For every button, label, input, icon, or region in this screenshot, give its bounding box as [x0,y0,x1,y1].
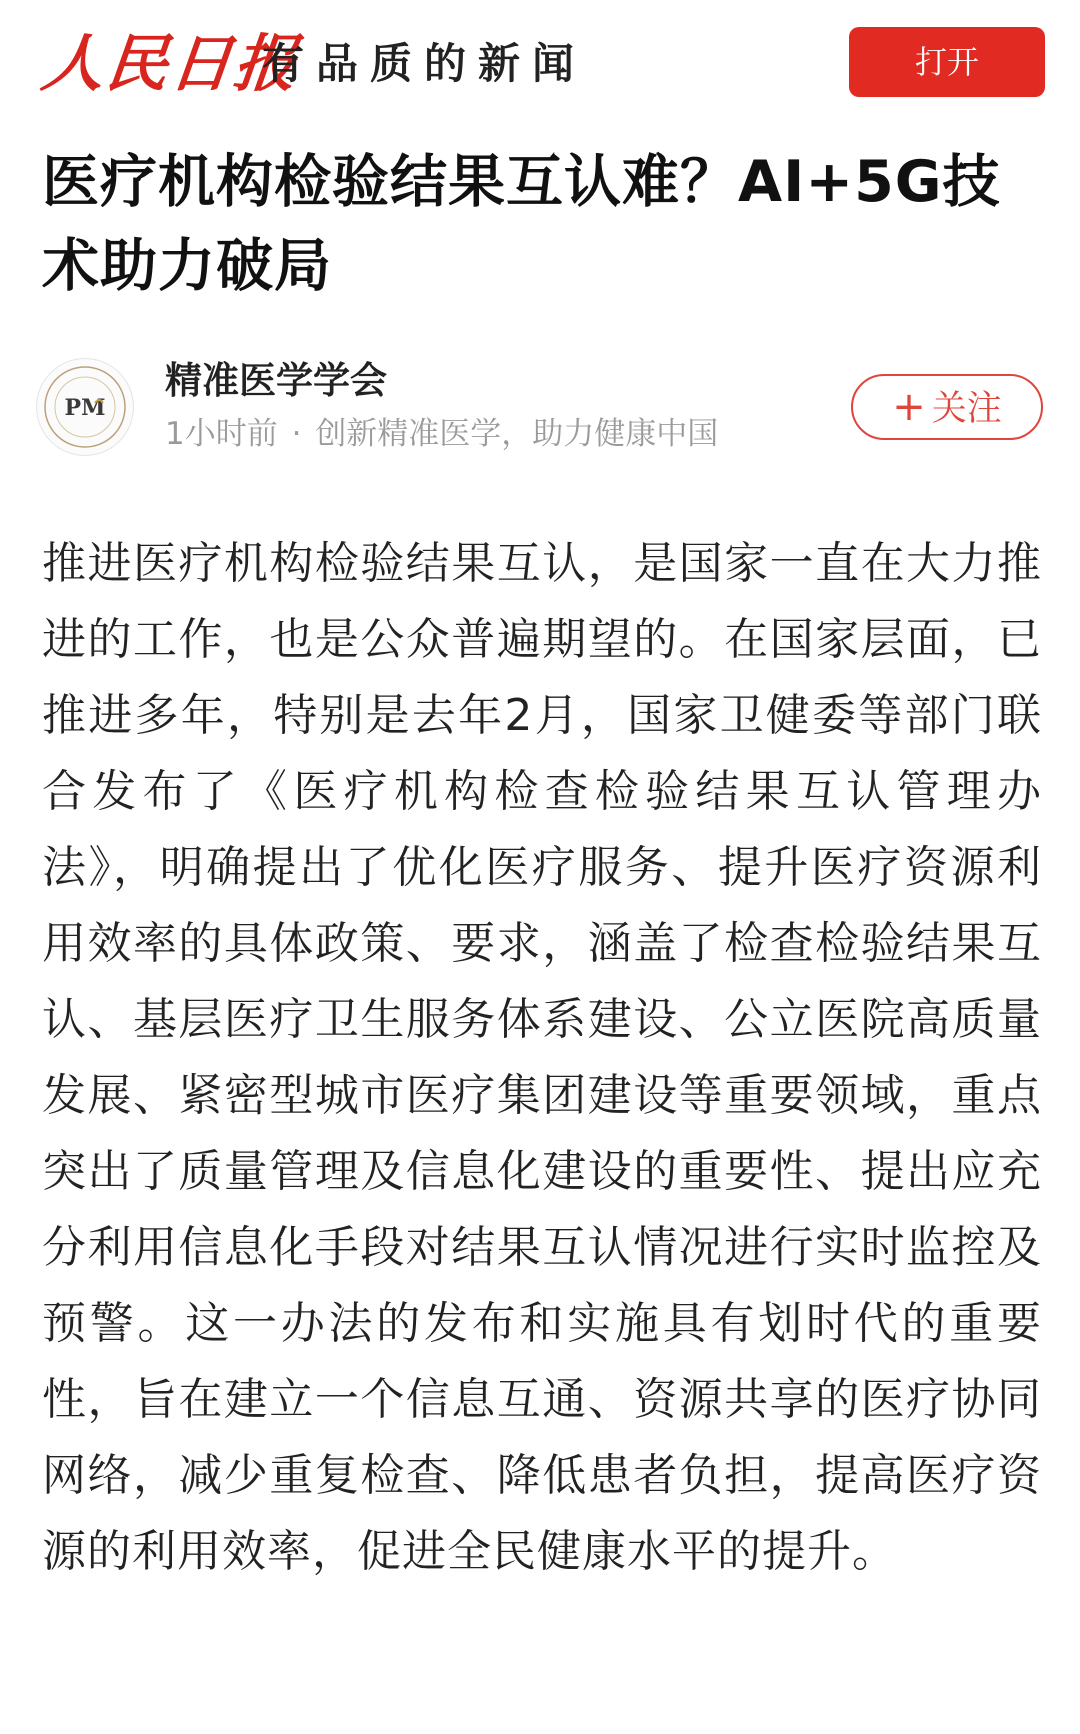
follow-label: 关注 [931,389,1002,429]
top-bar [0,0,1080,125]
society-logo-icon [37,359,133,455]
follow-button[interactable] [851,374,1043,440]
brand-logo[interactable]: 人民日报 [38,27,302,100]
brand-slogan: 有品质的新闻 [262,39,587,88]
author-tagline: 创新精准医学，助力健康中国 [315,416,719,452]
publish-time: 1小时前 [165,416,278,452]
open-app-button[interactable]: 打开 [849,27,1045,97]
plus-icon: + [892,384,926,430]
author-name[interactable]: 精准医学学会 [165,359,387,402]
meta-separator: · [291,416,302,452]
author-meta [165,412,718,456]
article-body-paragraph: 推进医疗机构检验结果互认，是国家一直在大力推进的工作，也是公众普遍期望的。在国家层面，已推进多年，特别是去年2月，国家卫健委等部门联合发布了《医疗机构检查检验结果互认管理办法》，明确提出了优化医疗服务、提升医疗资源利用效率的具体政策、要求，涵盖了检查检验结果互认、基层医疗卫生服务体系建设、公立医院高质量发展、紧密型城市医疗集团建设等重要领域，重点突出了质量管理及信息化建设的重要性、提出应充分利用信息化手段对结果互认情况进行实时监控及预警。这一办法的发布和实施具有划时代的重要性，旨在建立一个信息互通、资源共享的医疗协同网络，减少重复检查、降低患者负担，提高医疗资源的利用效率，促进全民健康水平的提升。 [42,538,1042,1577]
avatar-monogram: PM [64,395,106,421]
article-title: 医疗机构检验结果互认难？AI+5G技术助力破局 [42,149,1001,299]
author-avatar[interactable] [36,358,134,456]
